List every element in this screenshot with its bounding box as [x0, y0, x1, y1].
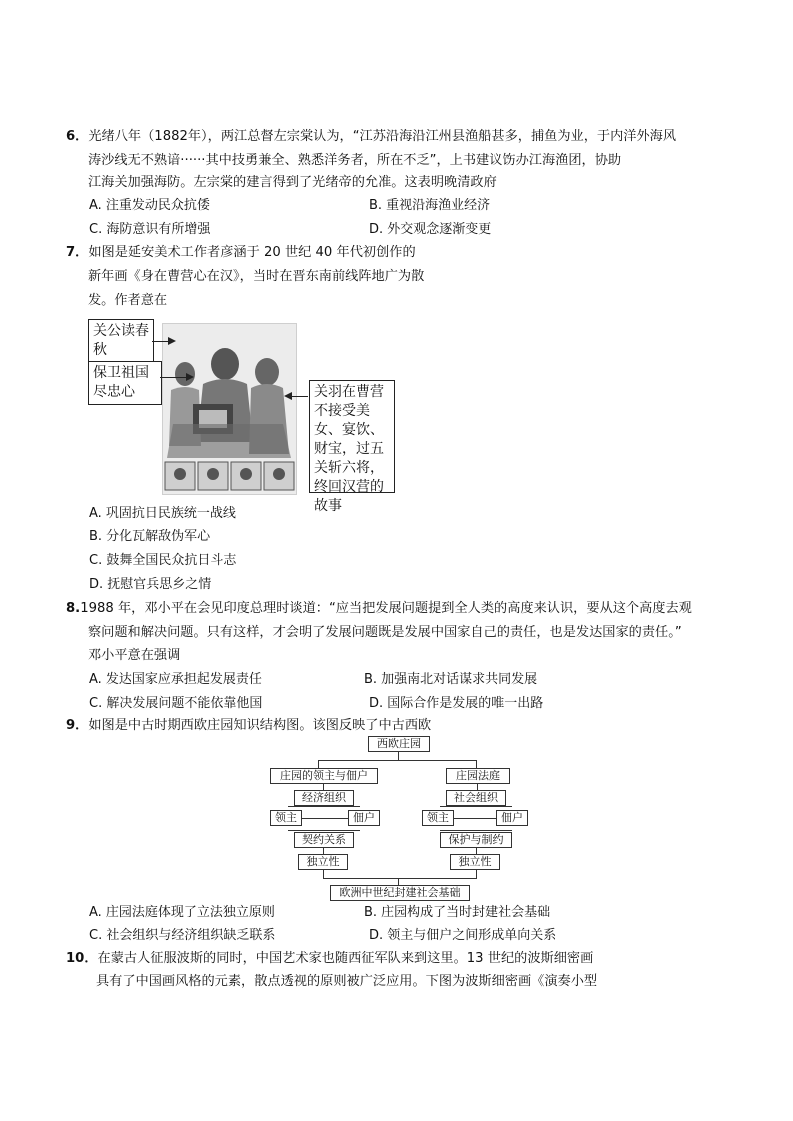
- callout-arrow-2: [160, 377, 192, 378]
- callout-guan-gong-reading: 关公读春秋: [88, 319, 154, 363]
- diagram-independence-right: 独立性: [450, 854, 500, 870]
- q6-number: 6．: [66, 129, 89, 144]
- q7-line-1: 7．如图是延安美术工作者彦涵于 20 世纪 40 年代初创作的: [66, 245, 416, 260]
- diagram-connector: [318, 760, 476, 761]
- diagram-connector: [398, 752, 399, 760]
- q9-option-b[interactable]: B. 庄园构成了当时封建社会基础: [364, 905, 551, 920]
- diagram-connector: [323, 878, 477, 879]
- diagram-bottom-box: 欧洲中世纪封建社会基础: [330, 885, 470, 901]
- callout-guan-yu-story: 关羽在曹营不接受美女、宴饮、财宝，过五关斩六将，终回汉营的故事: [309, 380, 395, 493]
- diagram-tenant-box-right: 佃户: [496, 810, 528, 826]
- q7-line-2: 新年画《身在曹营心在汉》，当时在晋东南前线阵地广为散: [88, 269, 425, 284]
- diagram-manor-court-box: 庄园法庭: [446, 768, 510, 784]
- diagram-contract-box: 契约关系: [294, 832, 354, 848]
- q8-line-2: 察问题和解决问题。只有这样，才会明了发展问题既是发展中国家自己的责任，也是发达国家的责任。”: [88, 625, 682, 640]
- q9-line-1: 9．如图是中古时期西欧庄园知识结构图。该图反映了中古西欧: [66, 718, 432, 733]
- diagram-protection-box: 保护与制约: [440, 832, 512, 848]
- diagram-connector: [288, 830, 360, 831]
- q6-option-a[interactable]: A. 注重发动民众抗倭: [89, 198, 210, 213]
- q8-number: 8.: [66, 601, 81, 616]
- painting-illustration: [163, 324, 296, 494]
- q8-option-b[interactable]: B. 加强南北对话谋求共同发展: [364, 672, 538, 687]
- q9-option-c[interactable]: C. 社会组织与经济组织缺乏联系: [89, 928, 276, 943]
- new-year-painting-image: [162, 323, 297, 495]
- diagram-connector: [440, 830, 512, 831]
- diagram-connector: [440, 806, 512, 807]
- q10-line-2: 具有了中国画风格的元素，散点透视的原则被广泛应用。下图为波斯细密画《演奏小型: [96, 974, 598, 989]
- q6-option-d[interactable]: D. 外交观念逐渐变更: [369, 222, 492, 237]
- q6-option-b[interactable]: B. 重视沿海渔业经济: [369, 198, 491, 213]
- q6-line-2: 涛沙线无不熟谙······其中技勇兼全、熟悉洋务者，所在不乏”，上书建议饬办江海渔团，协助: [88, 153, 622, 168]
- diagram-social-org-box: 社会组织: [446, 790, 506, 806]
- q7-option-a[interactable]: A. 巩固抗日民族统一战线: [89, 506, 236, 521]
- q10-number: 10．: [66, 951, 98, 966]
- diagram-connector: [476, 870, 477, 878]
- q7-option-d[interactable]: D. 抚慰官兵思乡之情: [89, 577, 212, 592]
- callout-defend-motherland: 保卫祖国尽忠心: [88, 361, 162, 405]
- q9-number: 9．: [66, 718, 89, 733]
- q8-line-1: 8.1988 年，邓小平在会见印度总理时谈道：“应当把发展问题提到全人类的高度来认识，要从这个高度去观: [66, 601, 692, 616]
- q7-option-b[interactable]: B. 分化瓦解敌伪军心: [89, 529, 211, 544]
- diagram-double-arrow: [302, 818, 348, 819]
- diagram-connector: [323, 870, 324, 878]
- diagram-double-arrow: [454, 818, 496, 819]
- diagram-tenant-box-left: 佃户: [348, 810, 380, 826]
- q6-line-3: 江海关加强海防。左宗棠的建言得到了光绪帝的允准。这表明晚清政府: [88, 175, 497, 190]
- diagram-connector: [476, 760, 477, 768]
- diagram-lord-box-left: 领主: [270, 810, 302, 826]
- q8-option-d[interactable]: D. 国际合作是发展的唯一出路: [369, 696, 544, 711]
- q7-line-3: 发。作者意在: [88, 293, 168, 308]
- q7-option-c[interactable]: C. 鼓舞全国民众抗日斗志: [89, 553, 237, 568]
- diagram-lord-box-right: 领主: [422, 810, 454, 826]
- diagram-lord-tenant-box: 庄园的领主与佃户: [270, 768, 378, 784]
- q6-line-1: 6．光绪八年（1882年），两江总督左宗棠认为，“江苏沿海沿江州县渔船甚多，捕鱼为业，于内洋外海风: [66, 129, 677, 144]
- diagram-connector: [318, 760, 319, 768]
- q8-option-a[interactable]: A. 发达国家应承担起发展责任: [89, 672, 262, 687]
- diagram-independence-left: 独立性: [298, 854, 348, 870]
- diagram-top-box: 西欧庄园: [368, 736, 430, 752]
- q7-number: 7．: [66, 245, 89, 260]
- diagram-connector: [288, 806, 360, 807]
- q9-option-d[interactable]: D. 领主与佃户之间形成单向关系: [369, 928, 557, 943]
- q9-option-a[interactable]: A. 庄园法庭体现了立法独立原则: [89, 905, 275, 920]
- q10-line-1: 10．在蒙古人征服波斯的同时，中国艺术家也随西征军队来到这里。13 世纪的波斯细密画: [66, 951, 594, 966]
- diagram-economic-org-box: 经济组织: [294, 790, 354, 806]
- diagram-connector: [398, 878, 399, 885]
- q6-option-c[interactable]: C. 海防意识有所增强: [89, 222, 211, 237]
- q8-line-3: 邓小平意在强调: [88, 648, 181, 663]
- callout-arrow-3: [286, 396, 308, 397]
- callout-arrow-1: [152, 341, 174, 342]
- q8-option-c[interactable]: C. 解决发展问题不能依靠他国: [89, 696, 263, 711]
